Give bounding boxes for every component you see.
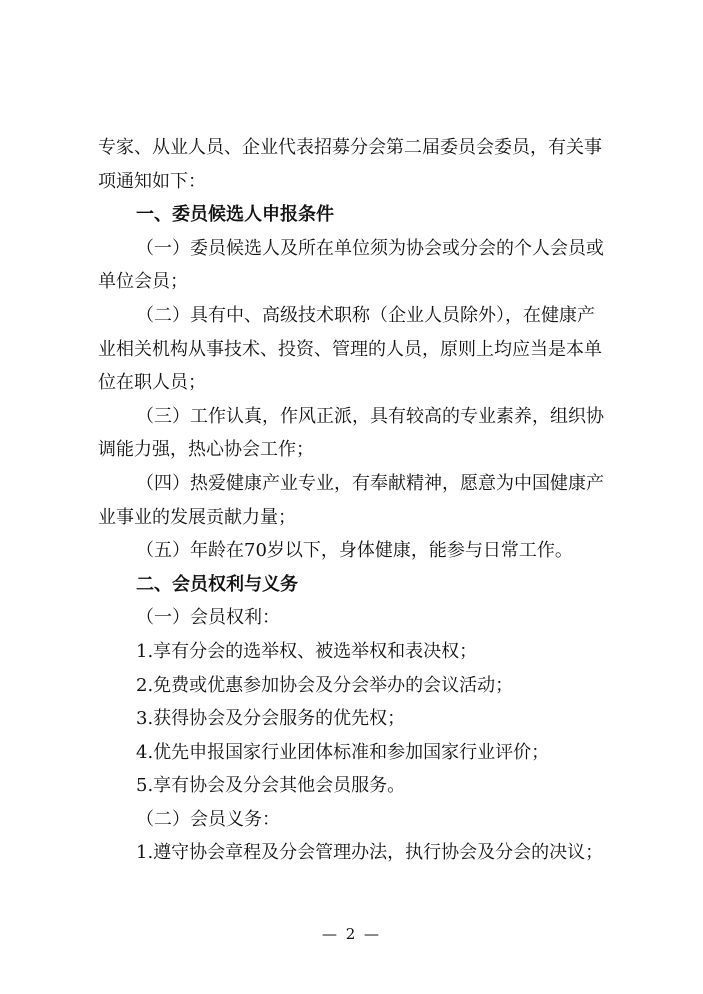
list-item: 2.免费或优惠参加协会及分会举办的会议活动； xyxy=(136,674,514,696)
page-number: — 2 — xyxy=(321,925,382,943)
body-text-line: 单位会员； xyxy=(98,271,188,293)
body-text-line: （五）年龄在70岁以下，身体健康，能参与日常工作。 xyxy=(136,540,573,562)
list-item: 5.享有协会及分会其他会员服务。 xyxy=(136,775,406,797)
body-text-line: 业事业的发展贡献力量； xyxy=(98,506,296,528)
body-text-line: 项通知如下： xyxy=(98,170,206,192)
body-text-line: 位在职人员； xyxy=(98,372,206,394)
body-text-line: （一）委员候选人及所在单位须为协会或分会的个人会员或 xyxy=(136,237,604,259)
list-item: 3.获得协会及分会服务的优先权； xyxy=(136,708,406,730)
document-body xyxy=(98,131,618,870)
section-heading-1: 一、委员候选人申报条件 xyxy=(136,204,334,226)
subsection-heading: （一）会员权利： xyxy=(136,607,280,629)
body-text-line: （四）热爱健康产业专业，有奉献精神，愿意为中国健康产 xyxy=(136,472,604,494)
list-item: 1.享有分会的选举权、被选举权和表决权； xyxy=(136,640,478,662)
body-text-line: （三）工作认真，作风正派，具有较高的专业素养，组织协 xyxy=(136,405,604,427)
body-text-line: 专家、从业人员、企业代表招募分会第二届委员会委员，有关事 xyxy=(98,137,602,158)
body-text-line: 调能力强，热心协会工作； xyxy=(98,439,314,461)
body-text-line: 业相关机构从事技术、投资、管理的人员，原则上均应当是本单 xyxy=(98,338,602,360)
section-heading-2: 二、会员权利与义务 xyxy=(136,573,298,595)
body-text-line: （二）具有中、高级技术职称（企业人员除外），在健康产 xyxy=(136,304,595,326)
list-item: 1.遵守协会章程及分会管理办法，执行协会及分会的决议； xyxy=(136,842,604,864)
subsection-heading: （二）会员义务： xyxy=(136,808,280,830)
list-item: 4.优先申报国家行业团体标准和参加国家行业评价； xyxy=(136,741,550,763)
